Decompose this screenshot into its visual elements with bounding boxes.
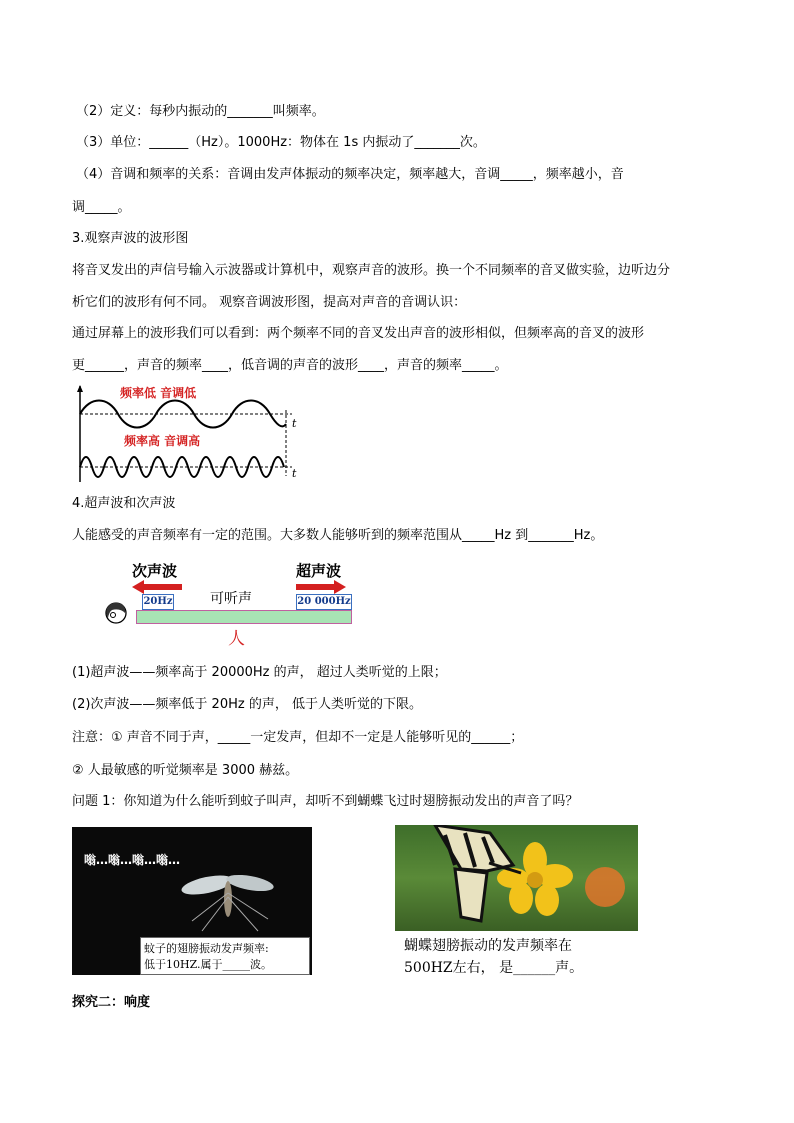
section-heading-waveform: 3.观察声波的波形图 [72, 231, 189, 246]
definition-ultrasound: (1)超声波——频率高于 20000Hz 的声， 超过人类听觉的上限； [72, 665, 447, 680]
note-line: 注意：① 声音不同于声，_____一定发声，但却不一定是人能够听见的______； [72, 730, 524, 745]
human-label: 人 [228, 629, 245, 649]
axis-t-label: t [292, 417, 297, 430]
butterfly-caption [404, 935, 583, 979]
axis-t-label: t [292, 467, 297, 480]
mosquito-buzz-text: 嗡…嗡…嗡…嗡… [84, 853, 181, 867]
question-line: 问题 1：你知道为什么能听到蚊子叫声，却听不到蝴蝶飞过时翅膀振动发出的声音了吗？ [72, 794, 579, 809]
paragraph-line: 通过屏幕上的波形我们可以看到：两个频率不同的音叉发出声音的波形相似，但频率高的音叉的波形 [72, 326, 645, 341]
butterfly-caption-line: 500HZ左右， 是______声。 [404, 960, 584, 976]
audible-range-bar [136, 610, 352, 624]
mosquito-caption-line: 蚊子的翅膀振动发声频率: [144, 942, 269, 955]
paragraph-line: 析它们的波形有何不同。 观察音调波形图，提高对声音的音调认识： [72, 295, 467, 310]
mosquito-caption-line: 低于10HZ.属于_____波。 [144, 958, 273, 971]
waveform-high-label: 频率高 音调高 [124, 434, 201, 448]
left-arrow-icon [132, 580, 182, 594]
frequency-range-figure [98, 556, 351, 649]
waveform-figure [72, 384, 304, 484]
section-heading-loudness: 探究二：响度 [72, 995, 151, 1010]
butterfly-image [395, 825, 638, 931]
waveform-low-label: 频率低 音调低 [120, 386, 197, 400]
audible-label: 可听声 [210, 591, 252, 607]
line-relation: （4）音调和频率的关系：音调由发声体振动的频率决定，频率越大，音调_____，频率越小，音 [76, 167, 624, 182]
ultrasound-label: 超声波 [296, 562, 342, 580]
high-freq-box: 20 000Hz [296, 594, 352, 610]
line-unit: （3）单位：______（Hz）。1000Hz：物体在 1s 内振动了_______次。 [76, 135, 486, 150]
definition-infrasound: (2)次声波——频率低于 20Hz 的声， 低于人类听觉的下限。 [72, 697, 422, 712]
line-relation-cont: 调_____。 [72, 200, 131, 215]
paragraph-line: 更______，声音的频率____，低音调的声音的波形____，声音的频率_____。 [72, 358, 508, 373]
paragraph-line: 人能感受的声音频率有一定的范围。大多数人能够听到的频率范围从_____Hz 到_______Hz。 [72, 528, 604, 543]
butterfly-caption-line: 蝴蝶翅膀振动的发声频率在 [404, 938, 572, 954]
note-line: ② 人最敏感的听觉频率是 3000 赫兹。 [72, 763, 299, 778]
mosquito-icon [172, 863, 282, 933]
low-freq-box: 20Hz [142, 594, 174, 610]
mosquito-image [72, 827, 312, 975]
human-head-icon [100, 598, 128, 628]
butterfly-flower-icon [395, 825, 638, 931]
infrasound-label: 次声波 [132, 562, 178, 580]
right-arrow-icon [296, 580, 346, 594]
mosquito-caption-box [140, 937, 310, 975]
section-heading-ultrasound: 4.超声波和次声波 [72, 496, 176, 511]
line-definition: （2）定义：每秒内振动的_______叫频率。 [76, 104, 325, 119]
paragraph-line: 将音叉发出的声信号输入示波器或计算机中，观察声音的波形。换一个不同频率的音叉做实验，边听边分 [72, 263, 671, 278]
